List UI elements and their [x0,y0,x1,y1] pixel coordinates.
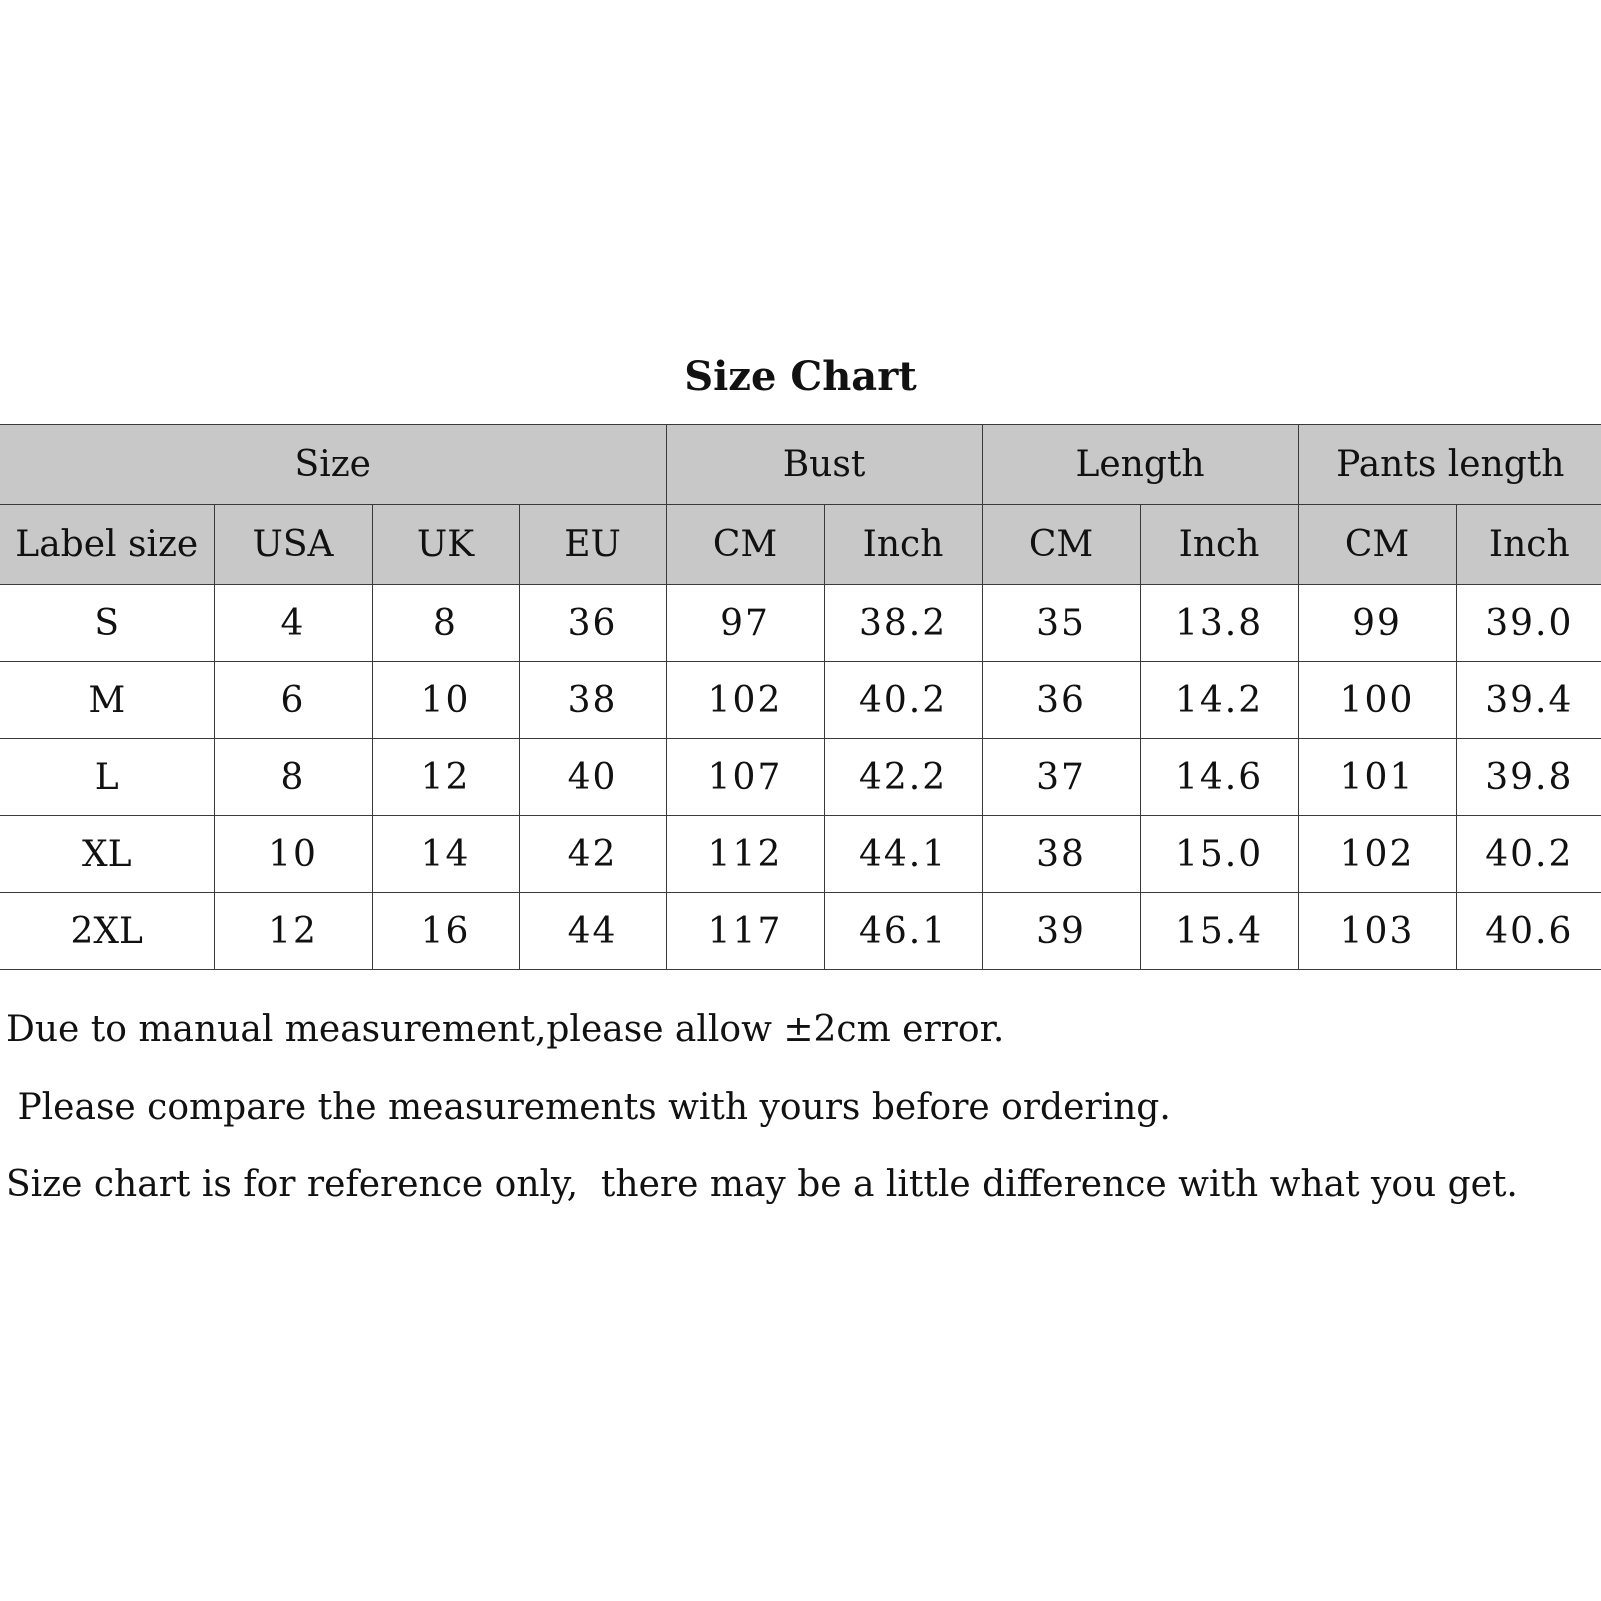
table-row [0,893,1601,970]
note-compare-measurements: Please compare the measurements with yours before ordering. [6,1087,1171,1128]
table-row [0,816,1601,893]
cell-bust-inch: 44.1 [824,816,982,893]
cell-bust-inch: 46.1 [824,893,982,970]
cell-eu: 38 [519,662,666,739]
cell-uk: 16 [372,893,519,970]
cell-bust-cm: 102 [666,662,824,739]
cell-bust-cm: 97 [666,585,824,662]
cell-pants-cm: 100 [1298,662,1456,739]
group-header-pants-length: Pants length [1298,425,1601,505]
cell-bust-cm: 107 [666,739,824,816]
cell-uk: 10 [372,662,519,739]
table-row [0,662,1601,739]
group-header-size: Size [0,425,666,505]
sub-header-eu: EU [519,505,666,585]
cell-bust-inch: 42.2 [824,739,982,816]
cell-bust-inch: 40.2 [824,662,982,739]
cell-length-cm: 37 [982,739,1140,816]
cell-pants-cm: 99 [1298,585,1456,662]
cell-usa: 10 [214,816,372,893]
cell-pants-inch: 39.4 [1456,662,1601,739]
cell-length-cm: 38 [982,816,1140,893]
cell-pants-cm: 102 [1298,816,1456,893]
cell-length-cm: 35 [982,585,1140,662]
cell-usa: 8 [214,739,372,816]
cell-length-inch: 14.2 [1140,662,1298,739]
cell-label-size: M [0,662,214,739]
cell-pants-inch: 39.0 [1456,585,1601,662]
cell-eu: 36 [519,585,666,662]
cell-bust-cm: 117 [666,893,824,970]
sub-header-label-size: Label size [0,505,214,585]
sub-header-row [0,505,1601,585]
sub-header-length-inch: Inch [1140,505,1298,585]
cell-length-cm: 39 [982,893,1140,970]
cell-label-size: 2XL [0,893,214,970]
cell-pants-inch: 40.6 [1456,893,1601,970]
sub-header-pants-inch: Inch [1456,505,1601,585]
table-row [0,585,1601,662]
sub-header-uk: UK [372,505,519,585]
note-measurement-error: Due to manual measurement,please allow ±2cm error. [6,1009,1005,1050]
cell-length-inch: 15.4 [1140,893,1298,970]
cell-uk: 12 [372,739,519,816]
group-header-row [0,425,1601,505]
cell-length-inch: 13.8 [1140,585,1298,662]
cell-length-cm: 36 [982,662,1140,739]
cell-label-size: L [0,739,214,816]
sub-header-bust-cm: CM [666,505,824,585]
cell-pants-inch: 40.2 [1456,816,1601,893]
cell-length-inch: 15.0 [1140,816,1298,893]
cell-bust-cm: 112 [666,816,824,893]
cell-length-inch: 14.6 [1140,739,1298,816]
cell-usa: 4 [214,585,372,662]
group-header-length: Length [982,425,1298,505]
cell-pants-cm: 103 [1298,893,1456,970]
cell-label-size: XL [0,816,214,893]
cell-uk: 8 [372,585,519,662]
sub-header-usa: USA [214,505,372,585]
cell-pants-inch: 39.8 [1456,739,1601,816]
cell-eu: 42 [519,816,666,893]
cell-bust-inch: 38.2 [824,585,982,662]
note-reference-only: Size chart is for reference only, there may be a little difference with what you get. [6,1164,1518,1205]
table-row [0,739,1601,816]
group-header-bust: Bust [666,425,982,505]
size-chart-table [0,424,1601,970]
cell-label-size: S [0,585,214,662]
sub-header-pants-cm: CM [1298,505,1456,585]
cell-eu: 44 [519,893,666,970]
cell-uk: 14 [372,816,519,893]
cell-eu: 40 [519,739,666,816]
sub-header-length-cm: CM [982,505,1140,585]
sub-header-bust-inch: Inch [824,505,982,585]
cell-usa: 6 [214,662,372,739]
cell-pants-cm: 101 [1298,739,1456,816]
page-title: Size Chart [684,353,917,400]
cell-usa: 12 [214,893,372,970]
